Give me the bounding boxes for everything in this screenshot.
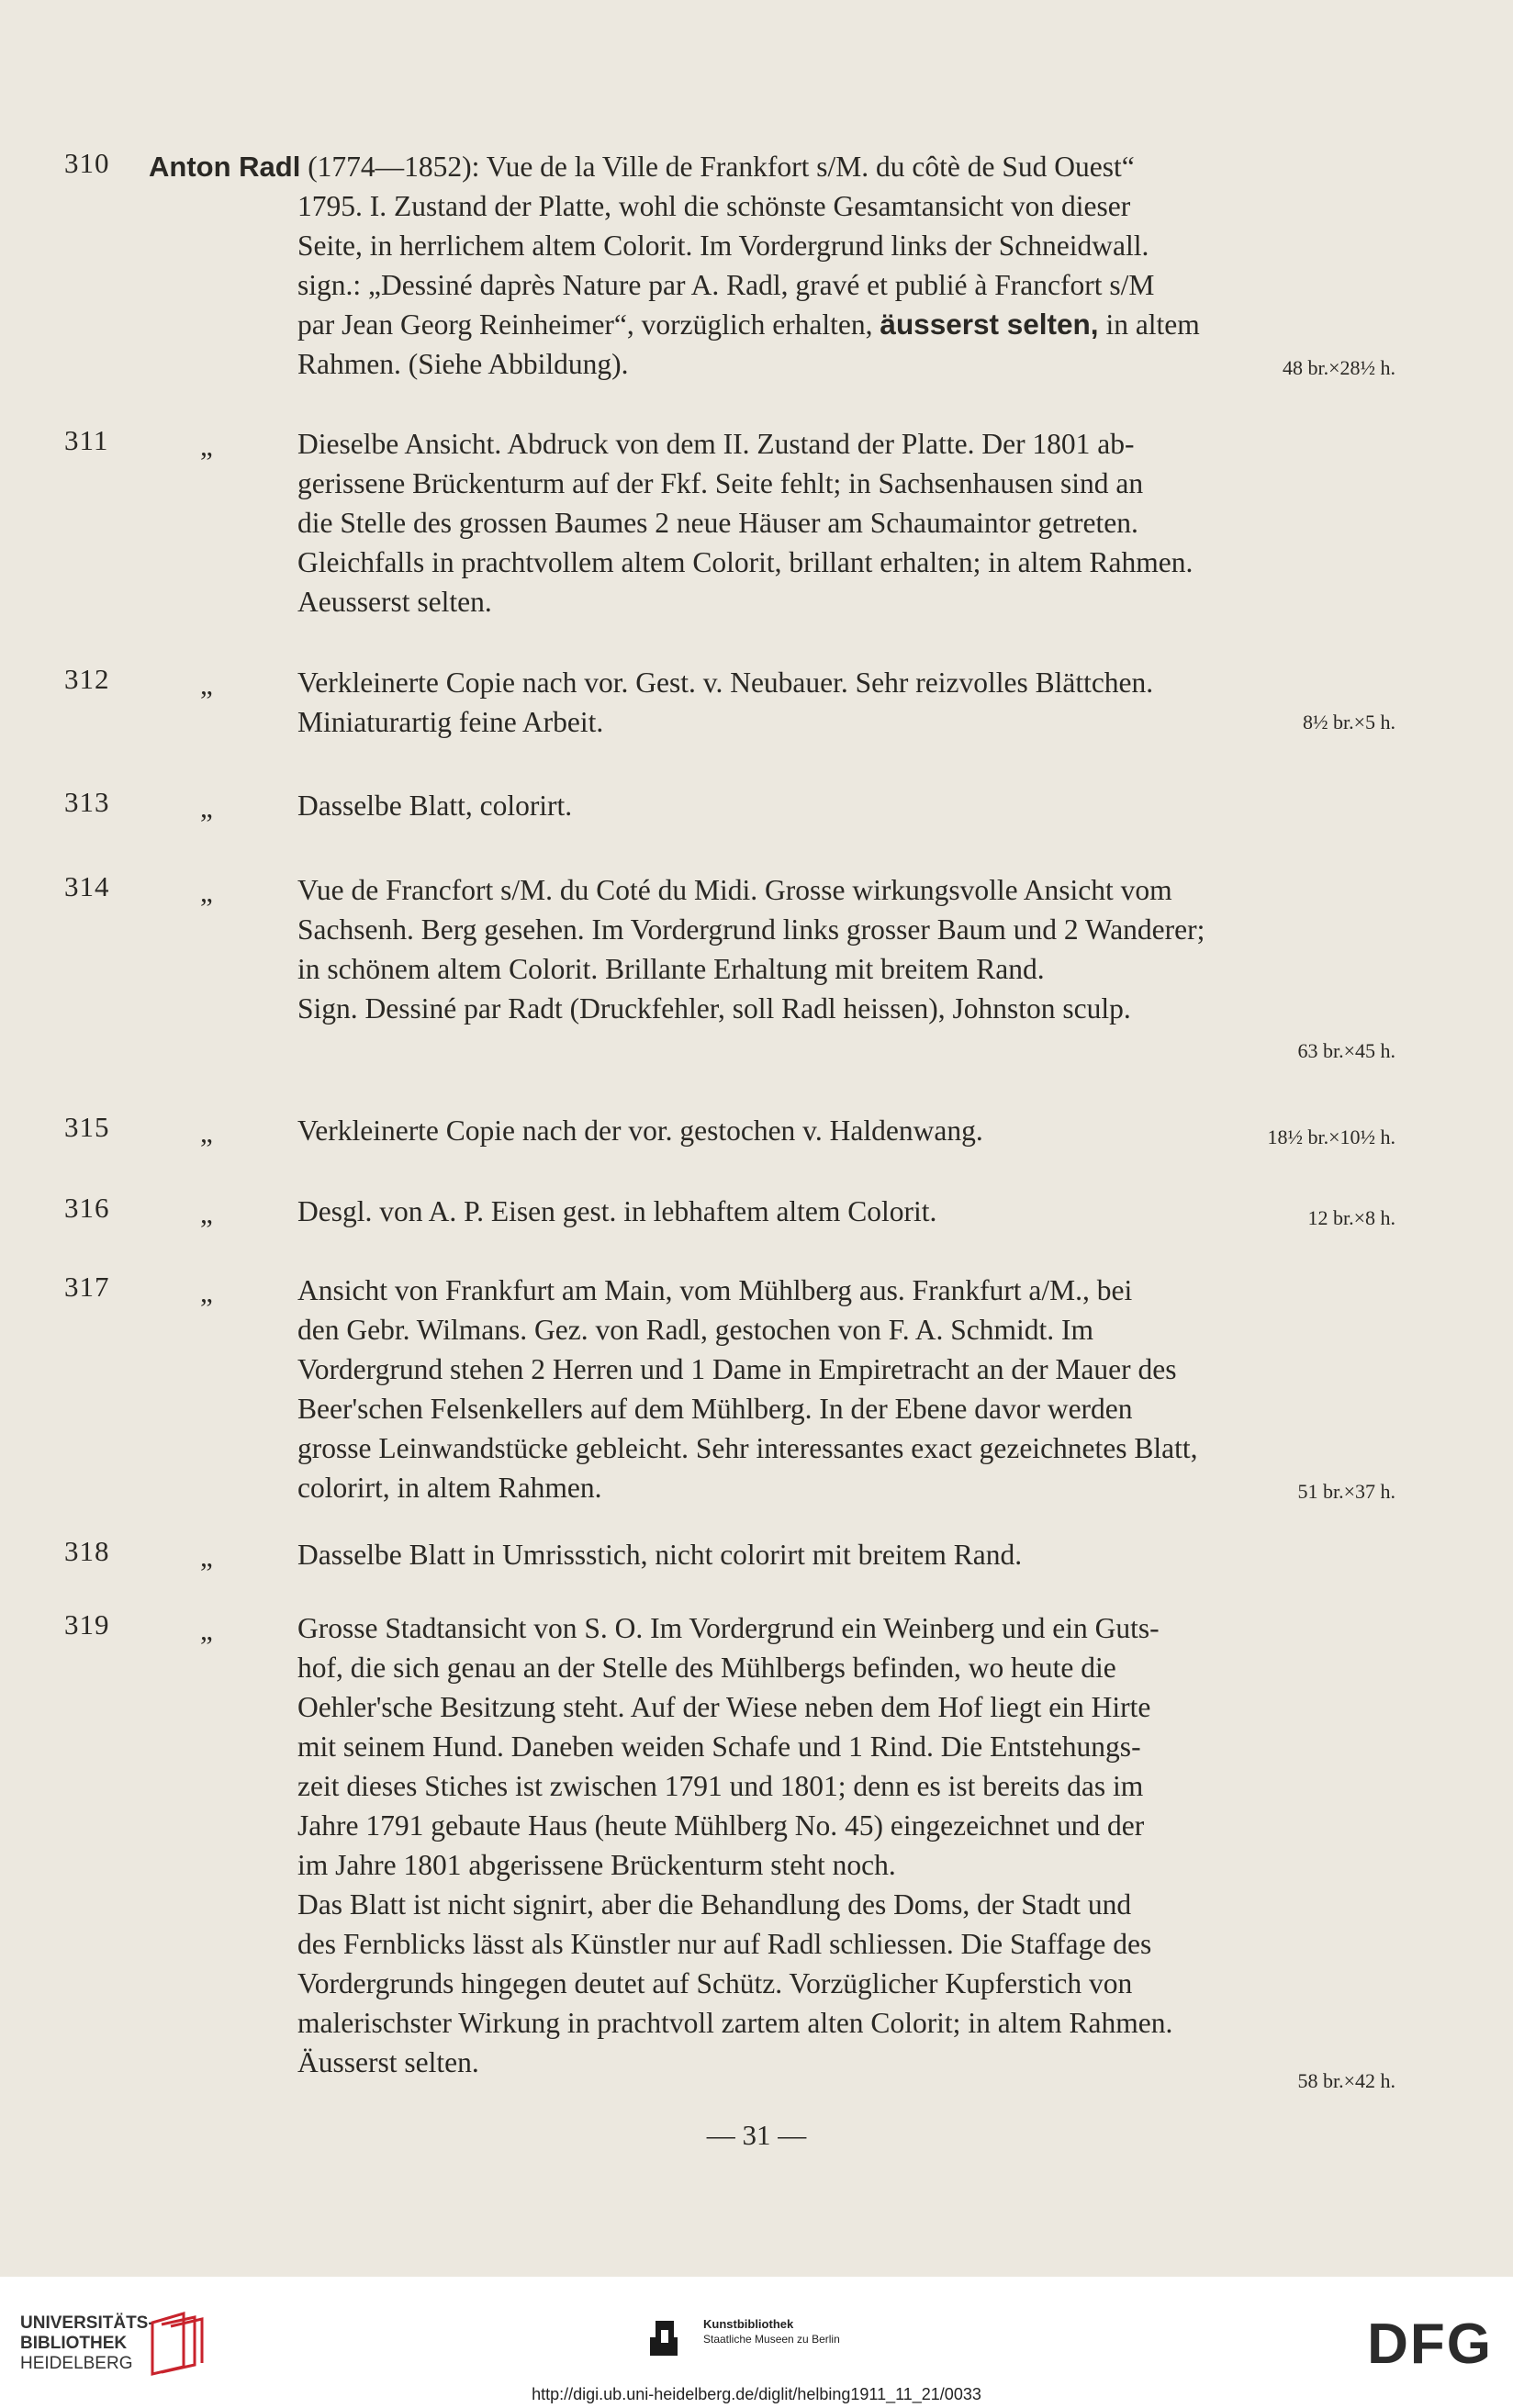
entry-line: in schönem altem Colorit. Brillante Erhaltung mit breitem Rand.: [297, 953, 1045, 985]
entry-line: grosse Leinwandstücke gebleicht. Sehr interessantes exact gezeichnetes Blatt,: [297, 1432, 1198, 1464]
entry-line: Ansicht von Frankfurt am Main, vom Mühlberg aus. Frankfurt a/M., bei: [297, 1274, 1133, 1306]
entry-line: im Jahre 1801 abgerissene Brückenturm steht noch.: [297, 1849, 896, 1881]
bold-phrase: äusserst selten,: [880, 308, 1099, 341]
entry-line: Aeusserst selten.: [297, 586, 492, 618]
entry-line: Jahre 1791 gebaute Haus (heute Mühlberg No. 45) eingezeichnet und der: [297, 1809, 1145, 1842]
ditto-mark: „: [200, 1540, 213, 1573]
entry-line: hof, die sich genau an der Stelle des Mühlbergs befinden, wo heute die: [297, 1652, 1116, 1684]
artist-name: Anton Radl: [149, 151, 301, 183]
entry-number: 317: [64, 1271, 110, 1303]
ditto-mark: „: [200, 1116, 213, 1148]
entry-line: Grosse Stadtansicht von S. O. Im Vordergrund ein Weinberg und ein Guts-: [297, 1612, 1160, 1644]
page-number: — 31 —: [706, 2119, 807, 2151]
digitization-footer: [0, 2277, 1513, 2408]
ditto-mark: „: [200, 668, 213, 700]
entry-line: Dasselbe Blatt, colorirt.: [297, 790, 573, 822]
entry-line: Oehler'sche Besitzung steht. Auf der Wiese neben dem Hof liegt ein Hirte: [297, 1691, 1151, 1723]
entry-line: Äusserst selten.: [297, 2046, 479, 2078]
ditto-mark: „: [200, 791, 213, 823]
entry-line: Gleichfalls in prachtvollem altem Colorit, brillant erhalten; in altem Rahmen.: [297, 546, 1194, 578]
entry-line: malerischster Wirkung in prachtvoll zartem alten Colorit; in altem Rahmen.: [297, 2007, 1173, 2039]
entry-line: Dieselbe Ansicht. Abdruck von dem II. Zustand der Platte. Der 1801 ab-: [297, 428, 1135, 460]
dimensions: 18½ br.×10½ h.: [1267, 1126, 1395, 1148]
entry-body: [297, 186, 1395, 384]
kunstbibliothek-title: Kunstbibliothek: [703, 2317, 794, 2331]
entry-text: (1774—1852): Vue de la Ville de Frankfort s/M. du côtè de Sud Ouest“: [300, 151, 1135, 183]
ditto-mark: „: [200, 1197, 213, 1229]
entry-line: Vordergrunds hingegen deutet auf Schütz. Vorzüglicher Kupferstich von: [297, 1967, 1133, 1999]
entry-body: [297, 1111, 1395, 1150]
ditto-mark: „: [200, 1276, 213, 1308]
entry-line-text: par Jean Georg Reinheimer“, vorzüglich erhalten,: [297, 308, 873, 341]
entry-line: den Gebr. Wilmans. Gez. von Radl, gestochen von F. A. Schmidt. Im: [297, 1314, 1094, 1346]
entry-number: 312: [64, 663, 110, 695]
entry-body: [297, 1535, 1395, 1574]
entry-line-text: in altem: [1098, 308, 1200, 341]
ditto-mark: „: [200, 430, 213, 462]
entry-line: Das Blatt ist nicht signirt, aber die Behandlung des Doms, der Stadt und: [297, 1888, 1132, 1921]
entry-body: [297, 1192, 1395, 1231]
dimensions: 63 br.×45 h.: [1297, 1039, 1395, 1062]
dimensions: 12 br.×8 h.: [1307, 1206, 1395, 1229]
entry-number: 313: [64, 786, 110, 818]
entry-line: Sachsenh. Berg gesehen. Im Vordergrund links grosser Baum und 2 Wanderer;: [297, 913, 1205, 946]
entry-number: 311: [64, 424, 109, 456]
entry-line: Vordergrund stehen 2 Herren und 1 Dame in Empiretracht an der Mauer des: [297, 1353, 1177, 1385]
entry-body: [297, 870, 1395, 1028]
entry-body: [297, 663, 1395, 742]
entry-line: Desgl. von A. P. Eisen gest. in lebhaftem altem Colorit.: [297, 1195, 937, 1227]
entry-number: 314: [64, 870, 110, 902]
university-line: BIBLIOTHEK: [20, 2334, 128, 2353]
ditto-mark: „: [200, 876, 213, 908]
entry-line: gerissene Brückenturm auf der Fkf. Seite fehlt; in Sachsenhausen sind an: [297, 467, 1144, 499]
entry-line: mit seinem Hund. Daneben weiden Schafe und 1 Rind. Die Entstehungs-: [297, 1730, 1141, 1763]
entry-line: colorirt, in altem Rahmen.: [297, 1472, 602, 1504]
source-url[interactable]: http://digi.ub.uni-heidelberg.de/diglit/helbing1911_11_21/0033: [532, 2385, 981, 2403]
entry-line: Verkleinerte Copie nach vor. Gest. v. Neubauer. Sehr reizvolles Blättchen.: [297, 666, 1154, 699]
entry-line: 1795. I. Zustand der Platte, wohl die schönste Gesamtansicht von dieser: [297, 190, 1131, 222]
entry-line: sign.: „Dessiné daprès Nature par A. Radl, gravé et publié à Francfort s/M: [297, 269, 1155, 301]
entry-first-line: [149, 147, 1395, 186]
entry-number: 316: [64, 1192, 110, 1224]
entry-line: des Fernblicks lässt als Künstler nur auf Radl schliessen. Die Staffage des: [297, 1928, 1152, 1960]
entry-line: Rahmen. (Siehe Abbildung).: [297, 348, 629, 380]
entry-body: [297, 424, 1395, 622]
dimensions: 58 br.×42 h.: [1297, 2069, 1395, 2092]
entry-line: Verkleinerte Copie nach der vor. gestochen v. Haldenwang.: [297, 1114, 983, 1147]
entry-line: Miniaturartig feine Arbeit.: [297, 706, 604, 738]
entry-number: 315: [64, 1111, 110, 1143]
entry-number: 310: [64, 147, 110, 179]
entry-line: [297, 305, 1395, 344]
entry-line: Vue de Francfort s/M. du Coté du Midi. Grosse wirkungsvolle Ansicht vom: [297, 874, 1172, 906]
kunstbibliothek-logo-icon: [646, 2317, 690, 2361]
entry-number: 319: [64, 1608, 110, 1641]
entry-line: zeit dieses Stiches ist zwischen 1791 und 1801; denn es ist bereits das im: [297, 1770, 1144, 1802]
entry-body: [297, 786, 1395, 825]
entry-body: [297, 1608, 1395, 2082]
staatliche-museen: Staatliche Museen zu Berlin: [703, 2333, 840, 2346]
kunstbibliothek-label: [703, 2317, 840, 2346]
entry-line: Sign. Dessiné par Radt (Druckfehler, soll Radl heissen), Johnston sculp.: [297, 992, 1131, 1025]
university-library-name: [20, 2313, 154, 2374]
university-line: HEIDELBERG: [20, 2354, 133, 2373]
dfg-logo: DFG: [1367, 2313, 1493, 2376]
entry-number: 318: [64, 1535, 110, 1567]
entry-line: Beer'schen Felsenkellers auf dem Mühlberg. In der Ebene davor werden: [297, 1393, 1133, 1425]
ditto-mark: „: [200, 1614, 213, 1646]
entry-line: Seite, in herrlichem altem Colorit. Im Vordergrund links der Schneidwall.: [297, 230, 1149, 262]
university-line: UNIVERSITÄTS-: [20, 2313, 154, 2333]
dimensions: 8½ br.×5 h.: [1302, 711, 1395, 734]
entry-line: die Stelle des grossen Baumes 2 neue Häuser am Schaumaintor getreten.: [297, 507, 1138, 539]
entry-body: [297, 1271, 1395, 1507]
university-logo-icon: [147, 2310, 206, 2376]
dimensions: 51 br.×37 h.: [1297, 1480, 1395, 1503]
entry-line: Dasselbe Blatt in Umrissstich, nicht colorirt mit breitem Rand.: [297, 1539, 1023, 1571]
dimensions: 48 br.×28½ h.: [1282, 356, 1395, 379]
